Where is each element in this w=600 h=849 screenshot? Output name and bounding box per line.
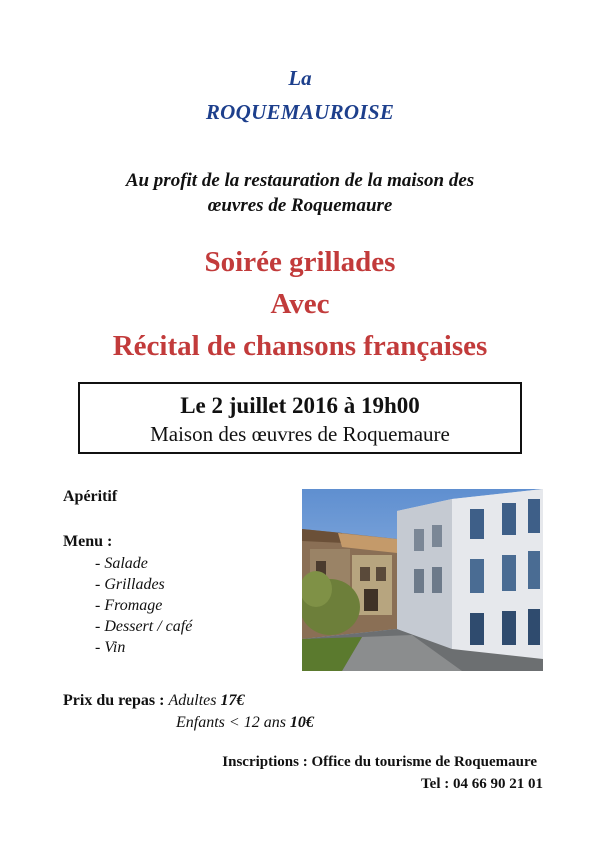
inscriptions-info: Inscriptions : Office du tourisme de Roquemaure [222, 754, 537, 770]
title-la: La [288, 66, 312, 90]
menu-item: - Salade [95, 555, 148, 572]
aperitif-label: Apéritif [63, 488, 118, 505]
menu-list [95, 553, 192, 658]
event-date: Le 2 juillet 2016 à 19h00 [180, 393, 420, 418]
building-photo-svg [302, 489, 543, 671]
menu-item: - Grillades [95, 576, 165, 593]
price-label: Prix du repas : [63, 692, 165, 709]
subtitle [0, 168, 600, 218]
adults-price: 17€ [220, 692, 245, 709]
headline-line3: Récital de chansons françaises [112, 330, 488, 362]
children-price: 10€ [289, 714, 314, 731]
children-price-line [176, 714, 314, 732]
adults-label: Adultes [168, 692, 217, 709]
children-label: Enfants < 12 ans [176, 714, 286, 731]
telephone-info: Tel : 04 66 90 21 01 [421, 776, 543, 792]
subtitle-line1: Au profit de la restauration de la maison des [125, 170, 475, 191]
event-place: Maison des œuvres de Roquemaure [150, 422, 450, 446]
price-line [63, 692, 244, 710]
headline-line2: Avec [270, 288, 330, 320]
subtitle-line2: œuvres de Roquemaure [207, 195, 393, 216]
headline-line1: Soirée grillades [204, 246, 396, 278]
menu-item: - Vin [95, 639, 126, 656]
building-photo [302, 489, 543, 671]
menu-item: - Fromage [95, 597, 163, 614]
event-info-box [78, 382, 522, 454]
title-roquemauroise: ROQUEMAUROISE [205, 100, 395, 124]
menu-title: Menu : [63, 533, 113, 550]
menu-item: - Dessert / café [95, 618, 193, 635]
